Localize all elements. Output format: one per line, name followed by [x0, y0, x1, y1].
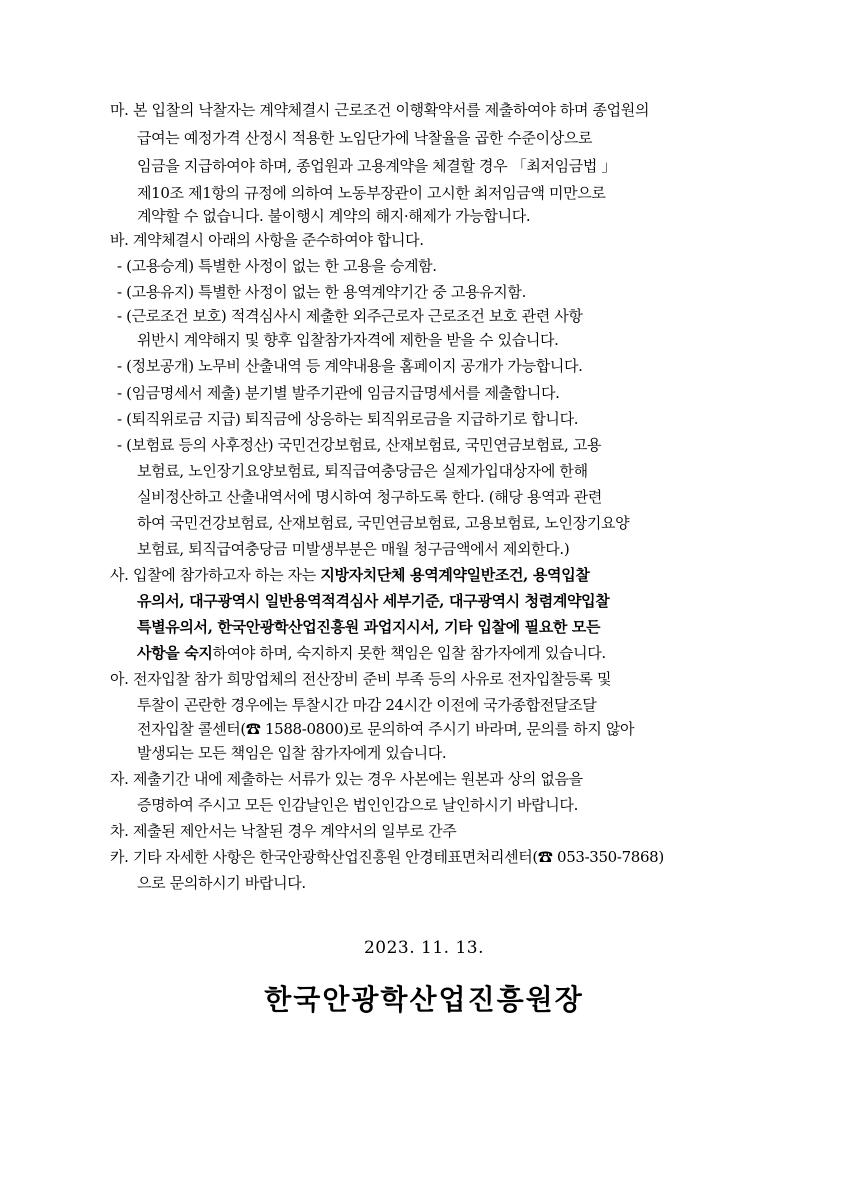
item-ma-line-4: 제10조 제1항의 규정에 의하여 노동부장관이 고시한 최저임금액 미만으로 — [137, 184, 606, 202]
document-date: 2023. 11. 13. — [363, 938, 485, 958]
item-ma-line-5: 계약할 수 없습니다. 불이행시 계약의 해지·해제가 가능합니다. — [137, 207, 531, 225]
item-ma-line-1: 마. 본 입찰의 낙찰자는 계약체결시 근로조건 이행확약서를 제출하여야 하며 종업원의 — [110, 101, 650, 119]
item-sa-line-4-plain: 하여야 하며, 숙지하지 못한 책임은 입찰 참가자에게 있습니다. — [212, 644, 606, 662]
item-ba-sub-4: - (정보공개) 노무비 산출내역 등 계약내용을 홈페이지 공개가 가능합니다. — [117, 357, 583, 375]
item-ba-line-1: 바. 계약체결시 아래의 사항을 준수하여야 합니다. — [110, 231, 424, 249]
item-ba-sub-7e: 보험료, 퇴직급여충당금 미발생부분은 매월 청구금액에서 제외한다.) — [137, 540, 570, 558]
item-ba-sub-6: - (퇴직위로금 지급) 퇴직금에 상응하는 퇴직위로금을 지급하기로 합니다. — [117, 410, 579, 428]
item-ba-sub-7a: - (보험료 등의 사후정산) 국민건강보험료, 산재보험료, 국민연금보험료, 고용 — [117, 436, 602, 454]
item-sa-line-4 — [137, 643, 606, 663]
issuer-signature: 한국안광학산업진흥원장 — [264, 983, 584, 1016]
item-ba-sub-3a: - (근로조건 보호) 적격심사시 제출한 외주근로자 근로조건 보호 관련 사항 — [117, 307, 583, 325]
item-ba-sub-5: - (임금명세서 제출) 분기별 발주기관에 임금지급명세서를 제출합니다. — [117, 384, 560, 402]
item-a-line-3: 전자입찰 콜센터(☎ 1588-0800)로 문의하여 주시기 바라며, 문의를 하지 않아 — [137, 720, 635, 738]
item-ba-sub-1: - (고용승계) 특별한 사정이 없는 한 고용을 승계함. — [117, 257, 437, 275]
item-ka-line-1: 카. 기타 자세한 사항은 한국안광학산업진흥원 안경테표면처리센터(☎ 053-350-7868) — [110, 848, 664, 866]
item-ja-line-2: 증명하여 주시고 모든 인감날인은 법인인감으로 날인하시기 바랍니다. — [137, 796, 578, 814]
item-cha-line-1: 차. 제출된 제안서는 낙찰된 경우 계약서의 일부로 간주 — [110, 822, 457, 840]
item-sa-line-1 — [110, 565, 589, 585]
item-ja-line-1: 자. 제출기간 내에 제출하는 서류가 있는 경우 사본에는 원본과 상의 없음을 — [110, 770, 583, 788]
item-ba-sub-7d: 하여 국민건강보험료, 산재보험료, 국민연금보험료, 고용보험료, 노인장기요양 — [137, 514, 630, 532]
item-ba-sub-2: - (고용유지) 특별한 사정이 없는 한 용역계약기간 중 고용유지함. — [117, 283, 526, 301]
item-a-line-4: 발생되는 모든 책임은 입찰 참가자에게 있습니다. — [137, 744, 447, 762]
item-sa-line-4-bold: 사항을 숙지 — [137, 644, 213, 662]
item-sa-line-3: 특별유의서, 한국안광학산업진흥원 과업지시서, 기타 입찰에 필요한 모든 — [137, 618, 601, 636]
item-sa-line-1-bold: 지방자치단체 용역계약일반조건, 용역입찰 — [320, 566, 590, 584]
item-a-line-2: 투찰이 곤란한 경우에는 투찰시간 마감 24시간 이전에 국가종합전달조달 — [137, 696, 597, 714]
item-ba-sub-7b: 보험료, 노인장기요양보험료, 퇴직급여충당금은 실제가입대상자에 한해 — [137, 462, 588, 480]
item-ba-sub-7c: 실비정산하고 산출내역서에 명시하여 청구하도록 한다. (해당 용역과 관련 — [137, 488, 603, 506]
item-ma-line-3: 임금을 지급하여야 하며, 종업원과 고용계약을 체결할 경우 「최저임금법 」 — [137, 157, 617, 175]
item-ba-sub-3b: 위반시 계약해지 및 향후 입찰참가자격에 제한을 받을 수 있습니다. — [137, 331, 559, 349]
item-ma-line-2: 급여는 예정가격 산정시 적용한 노임단가에 낙찰율을 곱한 수준이상으로 — [137, 129, 593, 147]
item-a-line-1: 아. 전자입찰 참가 희망업체의 전산장비 준비 부족 등의 사유로 전자입찰등록 및 — [110, 670, 612, 688]
item-sa-line-1-plain: 사. 입찰에 참가하고자 하는 자는 — [110, 566, 321, 584]
item-ka-line-2: 으로 문의하시기 바랍니다. — [137, 874, 306, 892]
item-sa-line-2: 유의서, 대구광역시 일반용역적격심사 세부기준, 대구광역시 청렴계약입찰 — [137, 592, 610, 610]
